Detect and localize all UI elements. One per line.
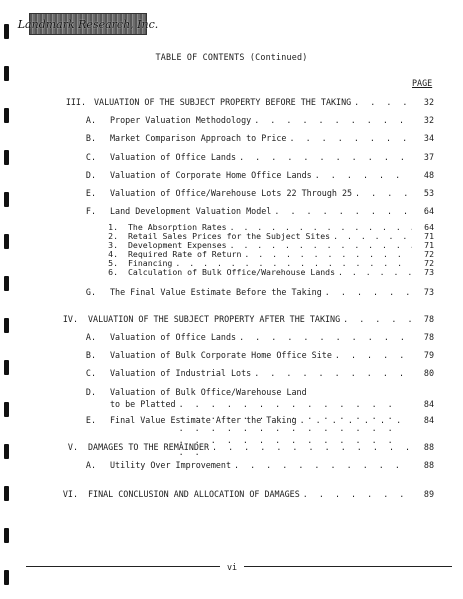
toc-page: 71 xyxy=(424,231,434,241)
leader-dots xyxy=(322,286,412,298)
leader-dots xyxy=(351,96,412,108)
toc-number: 5. xyxy=(108,258,118,268)
toc-entry xyxy=(82,205,434,217)
page-column-header: PAGE xyxy=(412,78,433,88)
toc-number: V. xyxy=(67,442,78,452)
toc-subentry xyxy=(108,268,434,277)
toc-number: A. xyxy=(85,115,96,125)
toc-label: Valuation of Industrial Lots xyxy=(110,368,252,378)
page-number: vi xyxy=(220,562,244,572)
toc-number: 2. xyxy=(108,231,118,241)
toc-entry xyxy=(82,349,434,361)
toc-page: 78 xyxy=(423,332,434,342)
toc-label: VALUATION OF THE SUBJECT PROPERTY AFTER THE TAKING xyxy=(88,314,341,324)
toc-number: E. xyxy=(85,188,96,198)
toc-number: C. xyxy=(85,152,96,162)
toc-page: 89 xyxy=(423,489,434,499)
toc-number: C. xyxy=(85,368,96,378)
toc-number: A. xyxy=(85,332,96,342)
toc-label: Valuation of Bulk Corporate Home Office Site xyxy=(110,350,332,360)
leader-dots xyxy=(340,313,412,325)
toc-label: Financing xyxy=(128,258,173,268)
toc-number: D. xyxy=(85,387,96,397)
leader-dots xyxy=(286,132,412,144)
leader-dots xyxy=(227,241,412,250)
leader-dots xyxy=(332,349,412,361)
toc-page: 34 xyxy=(423,133,434,143)
toc-label: Valuation of Corporate Home Office Lands xyxy=(110,170,312,180)
toc-number: G. xyxy=(85,287,96,297)
toc-label: Required Rate of Return xyxy=(128,249,242,259)
toc-entry-two-line xyxy=(82,386,434,410)
toc-page: 73 xyxy=(423,287,434,297)
toc-page: 72 xyxy=(424,249,434,259)
toc-page: 64 xyxy=(423,206,434,216)
toc-number: III. xyxy=(65,97,86,107)
toc-entry xyxy=(82,151,434,163)
toc-page: 71 xyxy=(424,240,434,250)
toc-entry xyxy=(82,286,434,298)
toc-number: 1. xyxy=(108,222,118,232)
toc-page: 78 xyxy=(423,314,434,324)
toc-page: 72 xyxy=(424,258,434,268)
toc-label: Development Expenses xyxy=(128,240,227,250)
toc-entry-section-vi xyxy=(54,488,434,500)
toc-label: Retail Sales Prices for the Subject Sites xyxy=(128,231,331,241)
toc-number: D. xyxy=(85,170,96,180)
toc-label: Valuation of Bulk Office/Warehouse Land xyxy=(110,387,307,397)
toc-page: 88 xyxy=(423,460,434,470)
toc-label: Valuation of Office Lands xyxy=(110,152,237,162)
toc-page: 84 xyxy=(423,415,434,425)
toc-label: The Final Value Estimate Before the Taking xyxy=(110,287,322,297)
toc-label: Final Value Estimate After the Taking xyxy=(110,415,297,425)
toc-page: 37 xyxy=(423,152,434,162)
toc-page: 53 xyxy=(423,188,434,198)
toc-entry-section-iii xyxy=(54,96,434,108)
toc-number: A. xyxy=(85,460,96,470)
leader-dots xyxy=(236,331,412,343)
leader-dots xyxy=(241,250,412,259)
toc-entry xyxy=(82,132,434,144)
leader-dots xyxy=(271,205,412,217)
toc-label: Valuation of Office/Warehouse Lots 22 Through 25 xyxy=(110,188,353,198)
leader-dots xyxy=(297,414,412,426)
toc-page: 84 xyxy=(423,399,434,409)
toc-number: 6. xyxy=(108,267,118,277)
toc-label: FINAL CONCLUSION AND ALLOCATION OF DAMAGES xyxy=(88,489,300,499)
toc-label: VALUATION OF THE SUBJECT PROPERTY BEFORE THE TAKING xyxy=(94,97,352,107)
toc-entry xyxy=(82,114,434,126)
toc-number: 3. xyxy=(108,240,118,250)
toc-page: 80 xyxy=(423,368,434,378)
company-logo: Landmark Research, Inc. xyxy=(29,13,147,35)
toc-number: B. xyxy=(85,350,96,360)
leader-dots xyxy=(335,268,412,277)
leader-dots xyxy=(251,367,412,379)
leader-dots xyxy=(330,232,412,241)
toc-page: 64 xyxy=(424,222,434,232)
leader-dots xyxy=(236,151,412,163)
toc-page: 88 xyxy=(423,442,434,452)
toc-page: 32 xyxy=(423,97,434,107)
toc-label-continued: to be Platted xyxy=(110,399,176,409)
toc-label: Proper Valuation Methodology xyxy=(110,115,252,125)
toc-label: Utility Over Improvement xyxy=(110,460,232,470)
binder-holes xyxy=(4,14,10,594)
toc-entry xyxy=(82,331,434,343)
toc-number: VI. xyxy=(62,489,78,499)
toc-entry xyxy=(82,459,434,471)
toc-number: B. xyxy=(85,133,96,143)
leader-dots xyxy=(209,441,412,453)
toc-number: E. xyxy=(85,415,96,425)
toc-number: 4. xyxy=(108,249,118,259)
toc-entry xyxy=(82,414,434,426)
leader-dots xyxy=(300,488,412,500)
toc-page: 32 xyxy=(423,115,434,125)
toc-label: Valuation of Office Lands xyxy=(110,332,237,342)
toc-entry xyxy=(82,169,434,181)
toc-page: 79 xyxy=(423,350,434,360)
toc-entry xyxy=(82,367,434,379)
toc-entry xyxy=(82,187,434,199)
toc-number: IV. xyxy=(62,314,78,324)
leader-dots xyxy=(251,114,412,126)
toc-page: 73 xyxy=(424,267,434,277)
leader-dots xyxy=(352,187,412,199)
leader-dots xyxy=(231,459,412,471)
toc-label: The Absorption Rates xyxy=(128,222,227,232)
page-title: TABLE OF CONTENTS (Continued) xyxy=(155,52,308,62)
toc-label: Land Development Valuation Model xyxy=(110,206,272,216)
toc-label: DAMAGES TO THE REMAINDER xyxy=(88,442,210,452)
toc-page: 48 xyxy=(423,170,434,180)
leader-dots xyxy=(312,169,412,181)
toc-entry-section-v xyxy=(54,441,434,453)
toc-number: F. xyxy=(85,206,96,216)
toc-entry-section-iv xyxy=(54,313,434,325)
toc-label: Market Comparison Approach to Price xyxy=(110,133,287,143)
toc-label: Calculation of Bulk Office/Warehouse Lands xyxy=(128,267,336,277)
